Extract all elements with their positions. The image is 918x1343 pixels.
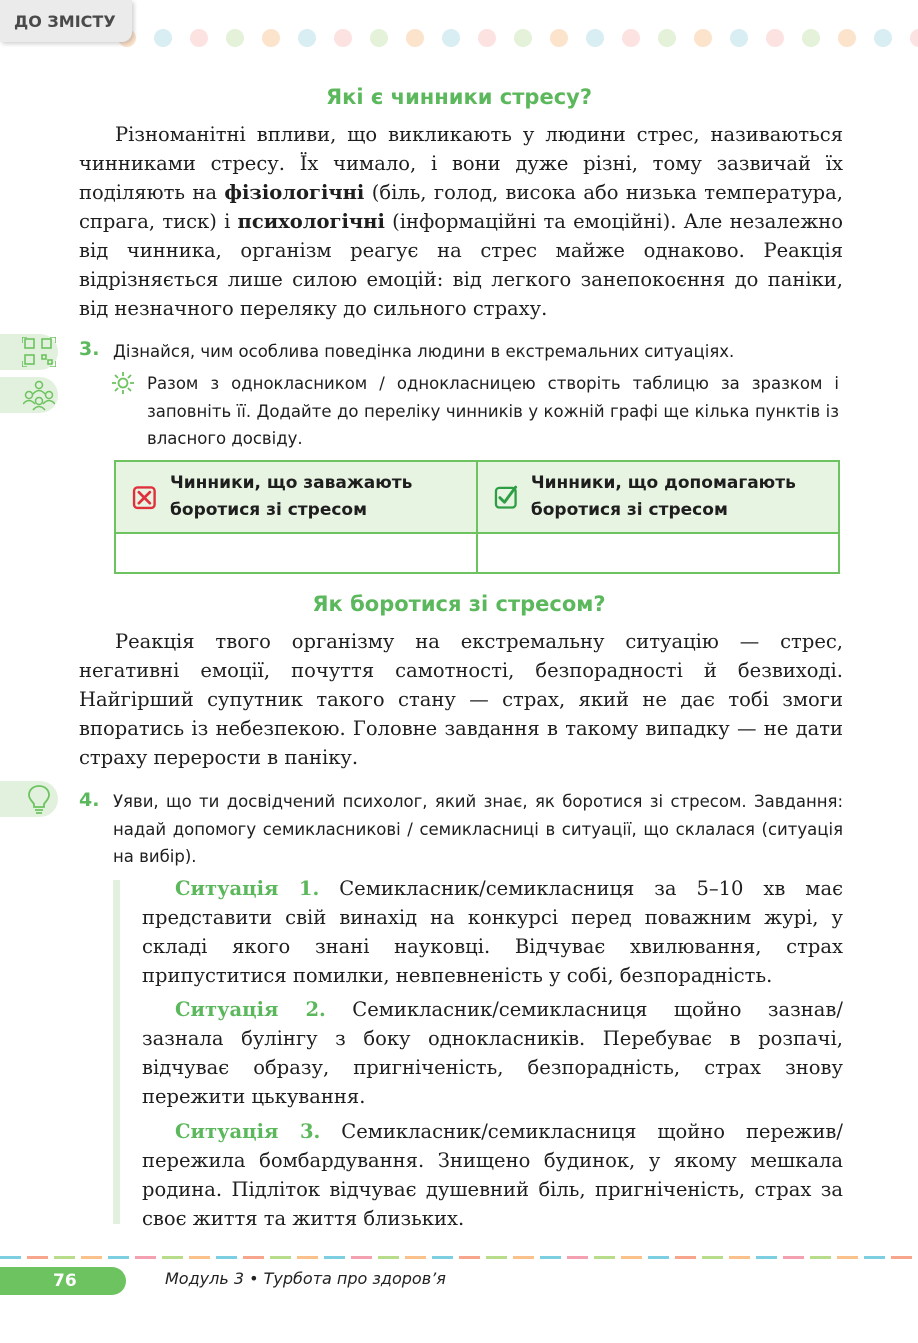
text-run: Різноманітні впливи, що викликають у людини стрес, називаються чинниками стресу. Їх чимало, і вони дуже різні, тому зазвичай їх поділяють на [79, 123, 843, 204]
decorative-dash [81, 1256, 102, 1259]
decorative-dash [729, 1256, 750, 1259]
decorative-dash [702, 1256, 723, 1259]
stress-factors-table [114, 460, 840, 574]
table-row [115, 533, 839, 573]
page-number: 76 [0, 1267, 126, 1295]
situation-2 [142, 995, 843, 1111]
situation-2-label: Ситуація 2. [175, 998, 326, 1021]
situation-3 [142, 1117, 843, 1233]
decorative-dot [262, 29, 280, 47]
bold-term-psychological: психологічні [237, 210, 385, 233]
decorative-dot [550, 29, 568, 47]
task-3-subtext: Разом з однокласником / однокласницею створіть таблицю за зразком і заповніть її. Додайте до переліку чинників у кожній графі ще кілька пунктів із власного досвіду. [147, 374, 839, 448]
decorative-dot [838, 29, 856, 47]
decorative-dash [486, 1256, 507, 1259]
decorative-dot [154, 29, 172, 47]
decorative-dot [658, 29, 676, 47]
check-box-icon [494, 478, 519, 516]
task-number-4: 4. [79, 789, 100, 811]
decorative-dot [802, 29, 820, 47]
section-heading-stress-factors: Які є чинники стресу? [325, 85, 593, 109]
situation-1-label: Ситуація 1. [175, 877, 320, 900]
decorative-dot [442, 29, 460, 47]
decorative-dash [621, 1256, 642, 1259]
x-box-icon [132, 478, 158, 516]
qr-code-tab[interactable] [0, 334, 58, 370]
decorative-dash [135, 1256, 156, 1259]
decorative-dash [378, 1256, 399, 1259]
situation-3-text: Семикласник/семикласниця щойно пережив/пережила бомбардування. Знищено будинок, у якому мешкала родина. Підліток відчуває душевний біль, пригніченість, страх за своє життя та життя близьких. [142, 1120, 843, 1230]
decorative-dash [351, 1256, 372, 1259]
decorative-dash-line [0, 1256, 918, 1260]
qr-code-icon [22, 337, 56, 367]
decorative-dash [594, 1256, 615, 1259]
task-4-text: Уяви, що ти досвідчений психолог, який знає, як боротися зі стресом. Завдання: надай допомогу семикласникові / семикласниці в ситуації, що склалася (ситуація на вибір). [113, 792, 843, 866]
section-heading-coping: Як боротися зі стресом? [312, 592, 606, 616]
situation-1 [142, 874, 843, 990]
decorative-dash [756, 1256, 777, 1259]
decorative-dash [0, 1256, 21, 1259]
table-header-hindering-label: Чинники, що заважають боротися зі стресом [170, 473, 413, 520]
table-header-row [115, 461, 839, 533]
decorative-dash [108, 1256, 129, 1259]
decorative-dot [874, 29, 892, 47]
decorative-dot [370, 29, 388, 47]
bold-term-physiological: фізіологічні [224, 181, 365, 204]
decorative-dash [405, 1256, 426, 1259]
toc-button[interactable]: ДО ЗМІСТУ [0, 0, 132, 42]
text-run: (біль, голод, висока або низька температура, спрага, тиск) і [79, 181, 843, 233]
situation-2-text: Семикласник/семикласниця щойно зазнав/ зазнала булінгу з боку однокласників. Перебуває в розпачі, відчуває образу, пригніченість, безпорадність, страх знову пережити цькування. [142, 998, 843, 1108]
paragraph-coping: Реакція твого організму на екстремальну ситуацію — стрес, негативні емоції, почуття самотності, безпорадності й безвиході. Найгірший супутник такого стану — страх, який не дає тобі змоги впоратись із небезпекою. Головне завдання в такому випадку — не дати страху перерости в паніку. [79, 630, 843, 769]
footer-module-title: Модуль 3 • Турбота про здоров’я [165, 1269, 446, 1288]
group-work-icon [23, 379, 55, 411]
decorative-dot [694, 29, 712, 47]
decorative-dot [478, 29, 496, 47]
lightbulb-tab[interactable] [0, 781, 58, 817]
decorative-dash [243, 1256, 264, 1259]
decorative-dash [27, 1256, 48, 1259]
decorative-dash [459, 1256, 480, 1259]
decorative-dash [270, 1256, 291, 1259]
decorative-dot [730, 29, 748, 47]
decorative-dash [837, 1256, 858, 1259]
table-cell-empty[interactable] [477, 533, 839, 573]
situation-3-label: Ситуація 3. [175, 1120, 321, 1143]
decorative-dot [334, 29, 352, 47]
lightbulb-icon [26, 783, 52, 815]
group-work-tab[interactable] [0, 377, 58, 413]
decorative-dot-row [118, 29, 918, 49]
decorative-dash [189, 1256, 210, 1259]
table-header-helping [477, 461, 839, 533]
decorative-dash [648, 1256, 669, 1259]
decorative-dot [298, 29, 316, 47]
task-3-text: Дізнайся, чим особлива поведінка людини в екстремальних ситуаціях. [113, 342, 735, 361]
decorative-dash [540, 1256, 561, 1259]
decorative-dash [54, 1256, 75, 1259]
decorative-dot [514, 29, 532, 47]
decorative-dash [891, 1256, 912, 1259]
decorative-dash [810, 1256, 831, 1259]
decorative-dot [586, 29, 604, 47]
decorative-dash [216, 1256, 237, 1259]
decorative-dash [432, 1256, 453, 1259]
decorative-dash [783, 1256, 804, 1259]
decorative-dot [622, 29, 640, 47]
table-cell-empty[interactable] [115, 533, 477, 573]
situation-1-text: Семикласник/семикласниця за 5–10 хв має представити свій винахід на конкурсі перед поважним журі, у складі якого знані науковці. Відчуває хвилювання, страх припуститися помилки, невпевненість у собі, безпорадність. [142, 877, 843, 987]
decorative-dot [190, 29, 208, 47]
text-run: (інформаційні та емоційні). Але незалежно від чинника, організм реагує на стрес майже однаково. Реакція відрізняється лише силою емоцій: від легкого занепокоєння до паніки, від незначного переляку до сильного страху. [79, 210, 843, 320]
decorative-dot [226, 29, 244, 47]
task-number-3: 3. [79, 338, 100, 360]
decorative-dot [766, 29, 784, 47]
decorative-dash [297, 1256, 318, 1259]
paragraph-stress-factors [79, 120, 843, 323]
decorative-dash [675, 1256, 696, 1259]
decorative-dash [324, 1256, 345, 1259]
decorative-dash [162, 1256, 183, 1259]
table-header-helping-label: Чинники, що допомагають боротися зі стресом [530, 473, 796, 520]
table-header-hindering [115, 461, 477, 533]
decorative-dot [910, 29, 918, 47]
situations-quote-bar [113, 880, 120, 1224]
decorative-dash [513, 1256, 534, 1259]
sun-icon [112, 372, 134, 394]
decorative-dash [567, 1256, 588, 1259]
decorative-dash [864, 1256, 885, 1259]
decorative-dot [406, 29, 424, 47]
